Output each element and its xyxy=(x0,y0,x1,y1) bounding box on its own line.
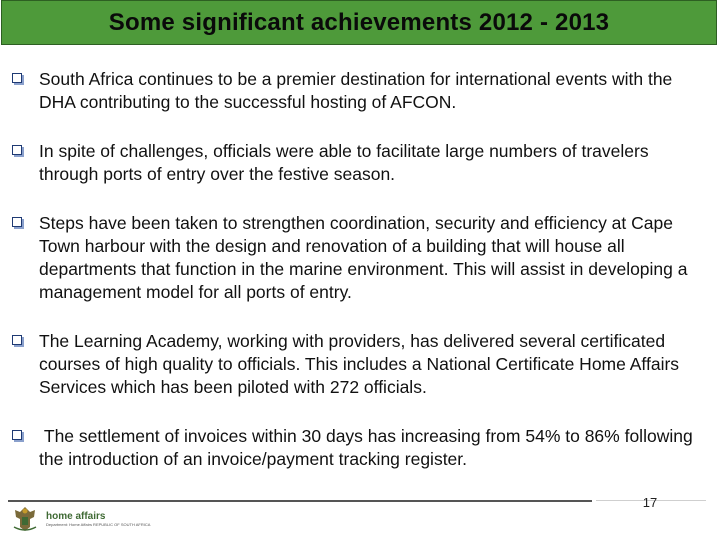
checkbox-bullet-icon xyxy=(12,217,22,227)
checkbox-bullet-icon xyxy=(12,73,22,83)
page-number: 17 xyxy=(642,495,658,510)
checkbox-bullet-icon xyxy=(12,145,22,155)
bullet-text: Steps have been taken to strengthen coordination, security and efficiency at Cape Town harbour with the design and renovation of a building that will house all departments that function in the marine environment. This will assist in developing a management model for all ports of entry. xyxy=(39,213,688,302)
footer-divider xyxy=(8,500,592,502)
bullet-text: South Africa continues to be a premier destination for international events with the DHA contributing to the successful hosting of AFCON. xyxy=(39,69,673,112)
bullet-item xyxy=(10,330,710,399)
bullet-item xyxy=(10,68,710,114)
checkbox-bullet-icon xyxy=(12,335,22,345)
title-bar xyxy=(1,0,717,45)
coat-of-arms-icon xyxy=(10,505,40,533)
checkbox-bullet-icon xyxy=(12,430,22,440)
slide-title: Some significant achievements 2012 - 2013 xyxy=(108,8,610,36)
bullet-item xyxy=(10,425,710,471)
bullet-item xyxy=(10,212,710,304)
home-affairs-logo xyxy=(10,505,170,533)
bullet-item xyxy=(10,140,710,186)
logo-brand-text: home affairs xyxy=(46,510,106,522)
bullet-text: In spite of challenges, officials were able to facilitate large numbers of travelers through ports of entry over the festive season. xyxy=(39,141,649,184)
bullet-text: The settlement of invoices within 30 days has increasing from 54% to 86% following the introduction of an invoice/payment tracking register. xyxy=(39,426,698,469)
bullet-text: The Learning Academy, working with providers, has delivered several certificated courses of high quality to officials. This includes a National Certificate Home Affairs Services which has been piloted with 272 officials. xyxy=(39,331,680,397)
logo-subtext: Department: Home Affairs REPUBLIC OF SOUTH AFRICA xyxy=(46,521,151,527)
bullet-list xyxy=(10,68,710,471)
